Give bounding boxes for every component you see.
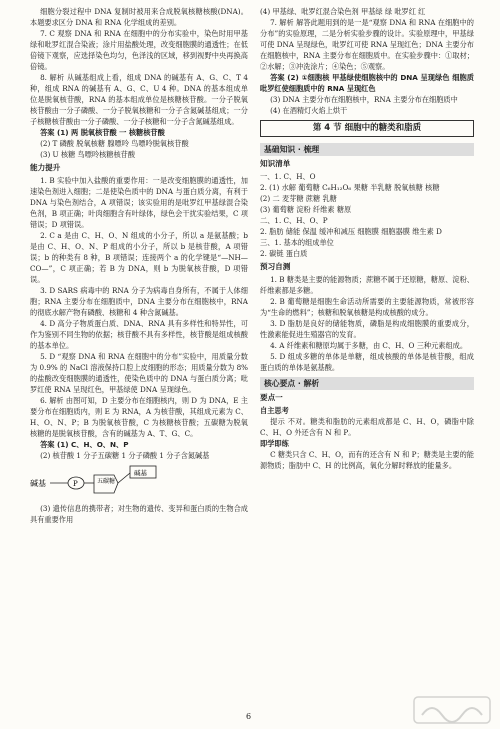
watermark-logo xyxy=(412,695,492,725)
left-mid-3: 4. D 高分子物质蛋白质、DNA、RNA 具有多样性和特异性，可作为鉴别不同生物的依据；核苷酸不具有多样性，核苷酸是组成核酸的基本单位。 xyxy=(30,319,248,350)
answer-line: 答案 (2) ①细胞核 甲基绿使细胞核中的 DNA 呈现绿色 细胞质 吡罗红使细胞质中的 RNA 呈现红色 xyxy=(260,73,474,93)
knowledge-line: 2. 碳链 蛋白质 xyxy=(260,249,308,258)
knowledge-line: 一、1. C、H、O xyxy=(260,172,316,181)
knowledge-line: 2. 脂肪 储能 保温 缓冲和减压 细胞膜 细胞器膜 维生素 D xyxy=(260,227,442,236)
preview-line: 3. D 脂肪是良好的储能物质，磷脂是构成细胞膜的重要成分，性激素能促进生殖器官的发育。 xyxy=(260,319,474,339)
left-mid-1: 2. C a 是由 C、H、O、N 组成的小分子，所以 a 是氨基酸；b 是由 C、H、O、N、P 组成的小分子，所以 b 是核苷酸，A 项错误；b 的种类有 8 种，B 项错误；连接两个 a 的化学键是“—NH—CO—”，C 项正确；若 B 为 DNA，则 b 为脱氧核苷酸，D 项错误。 xyxy=(30,231,248,284)
knowledge-line: 三、1. 基本的组成单位 xyxy=(260,238,334,247)
preview-line: 4. A 纤维素和糖原均属于多糖，由 C、H、O 三种元素组成。 xyxy=(270,341,468,350)
core-line: C 糖类只含 C、H、O，而有的还含有 N 和 P；糖类是主要的能源物质；脂肪中 C、H 的比例高，氧化分解时释放的能量多。 xyxy=(260,450,474,470)
preview-heading: 预习自测 xyxy=(260,262,291,271)
right-line-1: 7. 解析 解答此题用到的是一是“观察 DNA 和 RNA 在细胞中的分布”的实验原理，二是分析实验步骤的设计。实验原理中，甲基绿可使 DNA 呈现绿色，吡罗红可使 RNA 呈现红色；DNA 主要分布在细胞核中，RNA 主要分布在细胞质中。在实验步骤中：①取材；②水解；③冲洗涂片；④染色；⑤观察。 xyxy=(260,18,474,71)
basic-strip: 基础知识 · 梳理 xyxy=(260,143,474,156)
answer-line: (3) U 核糖 鸟嘌呤核糖核苷酸 xyxy=(40,150,136,159)
preview-line: 1. B 糖类是主要的能源物质；蔗糖不属于还原糖，糖原、淀粉、纤维素都是多糖。 xyxy=(260,275,474,295)
core-line: 提示 不对。糖类和脂肪的元素组成都是 C、H、O，磷脂中除 C、H、O 外还含有 N 和 P。 xyxy=(260,417,474,437)
answer-line: (2) T 磷酸 脱氧核糖 腺嘌呤 鸟嘌呤脱氧核苷酸 xyxy=(40,139,189,148)
right-line-0: (4) 甲基绿、吡罗红混合染色剂 甲基绿 绿 吡罗红 红 xyxy=(260,7,426,16)
knowledge-line: (2) 二 麦芽糖 蔗糖 乳糖 xyxy=(260,194,337,203)
left-column xyxy=(30,6,248,525)
diagram-line xyxy=(118,473,130,483)
left-mid-2: 3. D SARS 病毒中的 RNA 分子为病毒自身所有，不属于人体细胞；RNA 主要分布在细胞质中，DNA 主要分布在细胞核中，RNA 的彻底水解产物有磷酸、核糖和 4 种含氮碱基。 xyxy=(30,286,248,317)
knowledge-line: 2. (1) 水解 葡萄糖 C₆H₁₂O₆ 果糖 半乳糖 脱氧核糖 核糖 xyxy=(260,183,440,192)
core-line: 即学即练 xyxy=(260,439,289,448)
diagram-left-label: 碱基 xyxy=(30,479,46,488)
answer-line: (2) 核苷酸 1 分子五碳糖 1 分子磷酸 1 分子含氮碱基 xyxy=(40,451,210,460)
ability-heading: 能力提升 xyxy=(30,163,61,172)
left-mid-4: 5. D “观察 DNA 和 RNA 在细胞中的分布”实验中，用质量分数为 0.9% 的 NaCl 溶液保持口腔上皮细胞的形态；用质量分数为 8% 的盐酸改变细胞膜的通透性，使染色质中的 DNA 与蛋白质分离；吡罗红使 RNA 呈现红色，甲基绿使 DNA 呈现绿色。 xyxy=(30,352,248,394)
preview-line: 5. D 组成多糖的单体是单糖，组成核酸的单体是核苷酸，组成蛋白质的单体是氨基酸。 xyxy=(260,352,474,372)
right-column xyxy=(260,6,474,471)
diagram-node-sugar: 五碳糖 xyxy=(97,478,116,485)
core-heading: 要点一 xyxy=(260,393,283,402)
core-line: 自主思考 xyxy=(260,406,289,415)
section-title: 第 4 节 细胞中的糖类和脂质 xyxy=(260,120,474,137)
knowledge-line: 二、1. C、H、O、P xyxy=(260,216,328,225)
nucleotide-diagram-svg xyxy=(30,463,170,501)
left-mid-5: 6. 解析 由图可知，D 主要分布在细胞核内，则 D 为 DNA，E 主要分布在细胞质内，则 E 为 RNA，A 为核苷酸，其组成元素为 C、H、O、N、P；B 为脱氧核苷酸，C 为核糖核苷酸；五碳糖为脱氧核糖的是脱氧核苷酸，含有的碱基为 A、T、G、C。 xyxy=(30,396,248,438)
left-para-0: 细胞分裂过程中 DNA 复制时被用来合成脱氧核糖核酸(DNA)。本题要求区分 DNA 和 RNA 化学组成的差别。 xyxy=(30,7,248,27)
page-number: 6 xyxy=(246,712,252,721)
answer-line: 答案 (1) 两 脱氧核苷酸 一 核糖核苷酸 xyxy=(40,128,165,137)
answer-line: (3) 遗传信息的携带者；对生物的遗传、变异和蛋白质的生物合成具有重要作用 xyxy=(30,504,248,524)
answer-line: (4) 在酒精灯火焰上烘干 xyxy=(270,106,348,115)
nucleotide-diagram xyxy=(30,463,248,501)
knowledge-line: (3) 葡萄糖 淀粉 纤维素 糖原 xyxy=(260,205,352,214)
core-strip: 核心要点 · 解析 xyxy=(260,377,474,390)
answer-line: 答案 (1) C、H、O、N、P xyxy=(40,440,129,449)
left-para-2: 8. 解析 从碱基组成上看，组成 DNA 的碱基有 A、G、C、T 4 种，组成 RNA 的碱基有 A、G、C、U 4 种。DNA 的基本组成单位是脱氧核苷酸，RNA 的基本组成单位是核糖核苷酸。一分子脱氧核苷酸由一分子磷酸、一分子脱氧核糖和一分子含氮碱基组成；一分子核糖核苷酸由一分子磷酸、一分子核糖和一分子含氮碱基组成。 xyxy=(30,73,248,126)
preview-line: 2. B 葡萄糖是细胞生命活动所需要的主要能源物质，常被形容为“生命的燃料”；核糖和脱氧核糖是构成核酸的成分。 xyxy=(260,297,474,317)
answer-line: (3) DNA 主要分布在细胞核中，RNA 主要分布在细胞质中 xyxy=(270,95,458,104)
diagram-node-p: P xyxy=(73,480,78,488)
knowledge-heading: 知识清单 xyxy=(260,159,291,168)
left-mid-0: 1. B 实验中加入盐酸的重要作用：一是改变细胞膜的通透性，加速染色剂进入细胞；二是使染色质中的 DNA 与蛋白质分离，有利于 DNA 与染色剂结合，A 项错误；该实验用的是吡罗红甲基绿混合染色剂，B 项正确；叶肉细胞含有叶绿体，绿色会干扰实验结果，C 项错误；D 项错误。 xyxy=(30,176,248,229)
watermark-wave xyxy=(422,708,482,722)
diagram-node-base: 碱基 xyxy=(134,469,147,477)
left-para-1: 7. C 观察 DNA 和 RNA 在细胞中的分布实验中，染色时用甲基绿和吡罗红混合染液；涂片用盐酸处理，改变细胞膜的通透性；在低倍镜下观察，应选择染色均匀，色泽浅的区域，移到视野中央再换高倍镜。 xyxy=(30,29,248,71)
